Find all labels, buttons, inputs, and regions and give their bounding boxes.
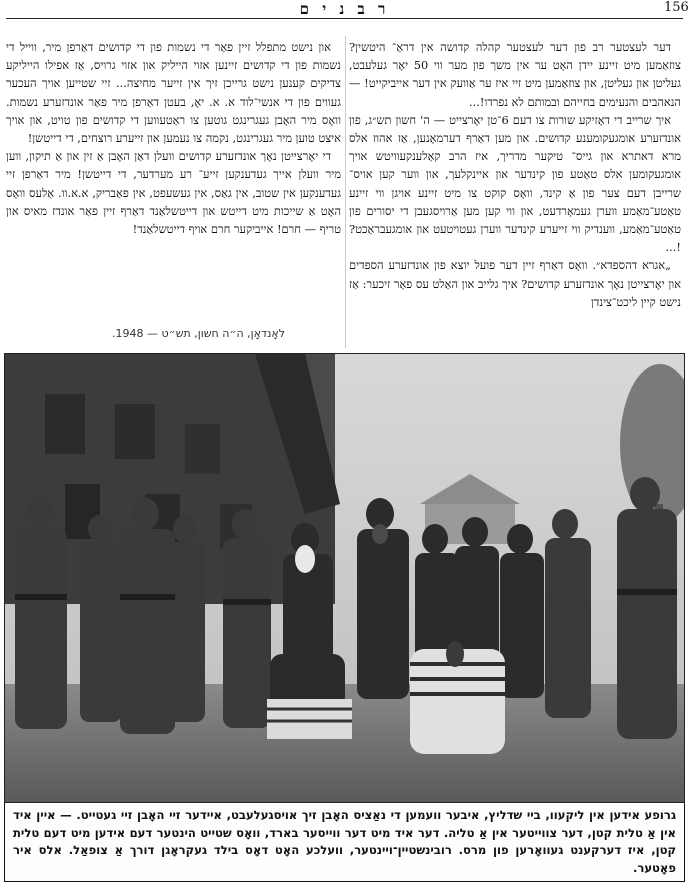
photo-caption: גרופע אידען אין ליקעוו, ביי שדליץ, איבער וועמען די נאַציס האָבן זיך אויסגעלעבט, איידער זיי האָבן זיי געטייט. — איין איד אין אַ טלית קטן, דער צווייטער אין אַ טליה. דער איד מיט דער ווייסער בארד, וואָס שטייט הינטער דעם אידען מיט דעם טלית קטן, איז דערקענט געוואָרען פון מרס. רובינשטיין־ויינטער, וועלכע האָט דאָס בילד געקראָגן דורך אַ צופאַל. אלס איר פאָטער.: [4, 803, 685, 882]
page-number: 156: [664, 0, 689, 15]
column-divider: [345, 36, 346, 348]
running-header: [0, 0, 689, 22]
photo-illustration: [5, 354, 684, 802]
historical-photograph: [4, 353, 685, 803]
paragraph: איך שרייב די דאָזיקע שורות צו דעם 6־טן יאָרצייט — ה' חשון תש״ג, פון אונדזערע אומגעקומענע קדושים. און מען דאַרף דערמאָנען, אַז אהוז אלס מרא דאתרא און גייס־ טיקער מדריך, איז הרב קאַלענקעוויטש אויך אומגעקומען אלס טאַטע פון קינדער און איינקלעך, און ווער קען אויס־ שרייבן דעם צער פון אַ קינד, וואָס קוקט צו מיט זיינע אויגן ווי זיינע טאַטע־מאַמע ווערן געמאָרדעט, און ווי קען מען אַרויסגעבן די יסורים פון טאַטע־מאַמע, ווענדיק ווי זייערע קינדער ווערן געטויטעט און אומגעבראַכט? !...: [349, 112, 681, 255]
dateline: לאָנדאָן, ה״ה חשון, תש״ט — 1948.: [112, 327, 286, 340]
paragraph: די יאָרצייטן נאָך אונדזערע קדושים וועלן דאַן האָבן אַ זין און אַ תיקון, ווען מיר וועלן אייך געדענקען זייע־ רע מערדער, די דייטשן! מיר דאַרפן זיי געדענקען אין שטוב, אין גאַס, אין געשעפט, אין פאַבריק, א.א.וו. אַלעס וואָס האָט אַ שייכות מיט דייטש און דייטשלאַנד דאַרף זיין פאַר אונדז מאיס און טריף — חרם! אייביקער חרם אויף דייטשלאַנד!: [6, 149, 341, 237]
paragraph: „אגרא דהספדא״. וואָס דאַרף זיין דער פועל יוצא פון אונדזערע הספדים און יאָרצייטן נאָך אונדזערע קדושים? איך גלייב און האַלט עס פאַר זיכער: אַז נישט קיין ליכט־צינדן: [349, 258, 681, 309]
header-rule: [6, 18, 683, 19]
paragraph: און נישט מתפלל זיין פאַר די נשמות פון די קדושים דאַרפן מיר, ווייל די נשמות פון די קדושים זיינען אזוי הייליק און אזוי גרויס, אַז אפילו הייליקע צדיקים קענען נישט גרייכן זיך אין זייער מחיצה... זיי שטייען אויך העכער געווים פון די אנשי־לוד א. א. יאָ, בעטן דאַרפן מיר פאַר אונדזערע נשמות. וואָס מיר האָבן געגרינגט גוטען צו ראַטעווען די קדושים פון טויט, און אויך איצט טוען מיר געגרינגט, נקמה צו נעמען און זייערע רוצחים, די דייטשן!: [6, 40, 341, 146]
section-title: ר ב נ י ם: [299, 0, 390, 18]
paragraph: דער לעצטער רב פון דער לעצטער קהלה קדושה אין דראַ־ היטשין? צוזאַמען מיט זיינע יידן האָט ער אין משך פון מער ווי 50 יאָר געלעבט, געליטן און געליטן, און צוזאַמען מיט זיי איז ער אַוועק אין דער אייביקייט! — הנאהבים והנעימים בחייהם ובמותם לא נפרדו!...: [349, 40, 681, 109]
text-column-left: [6, 38, 341, 238]
text-column-right: [349, 38, 681, 311]
